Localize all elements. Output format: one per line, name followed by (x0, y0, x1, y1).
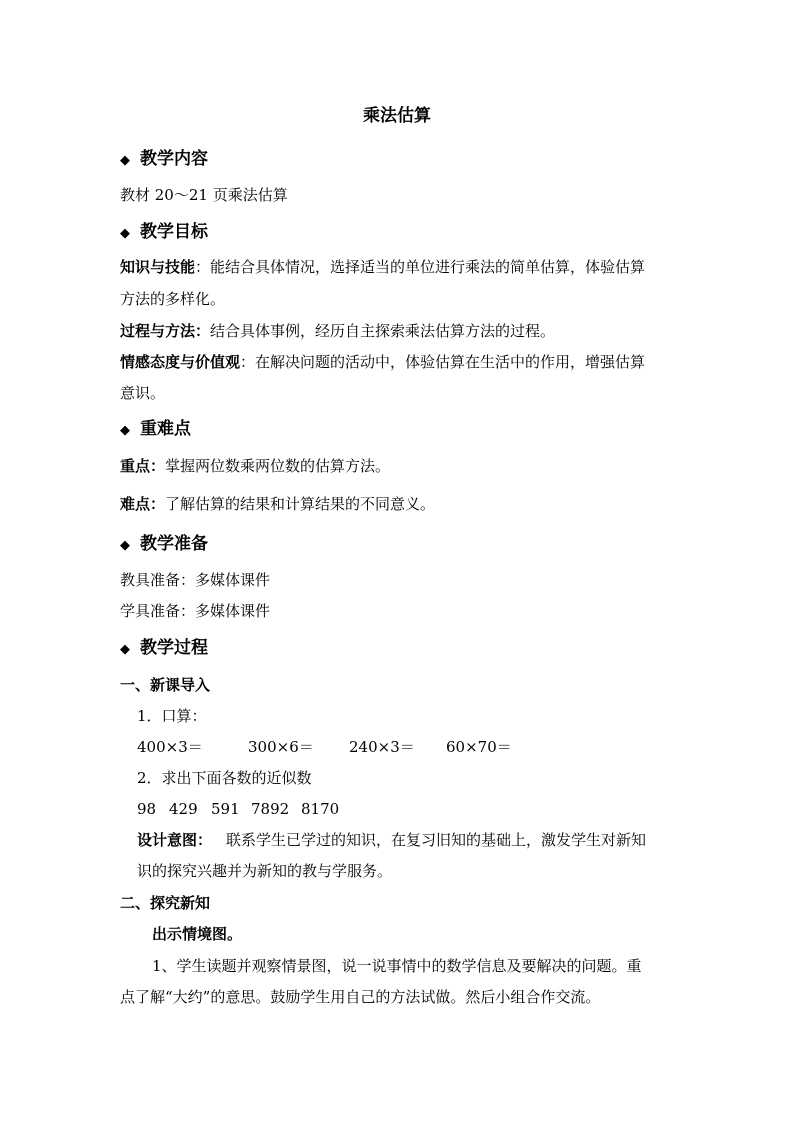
section-heading-goals (120, 222, 208, 244)
step1: 1、学生读题并观察情景图，说一说事情中的数学信息及要解决的问题。重 (152, 957, 642, 975)
goal-knowledge-label: 知识与技能 (120, 258, 196, 276)
heading-text: 重难点 (140, 419, 191, 439)
design-intent-label: 设计意图： (137, 831, 213, 849)
goal-knowledge-text: ：能结合具体情况，选择适当的单位进行乘法的简单估算，体验估算 (195, 258, 646, 276)
design-intent-text: 联系学生已学过的知识，在复习旧知的基础上，激发学生对新知 (226, 831, 647, 849)
number-item: 429 (169, 800, 198, 818)
section-heading-keypoints (120, 419, 191, 441)
number-item: 591 (211, 800, 240, 818)
heading-text: 教学过程 (140, 638, 208, 658)
heading-text: 教学目标 (140, 222, 208, 242)
diamond-bullet-icon: ◆ (120, 226, 130, 241)
key-point (120, 456, 390, 476)
diamond-bullet-icon: ◆ (120, 153, 130, 168)
process-part2: 二、探究新知 (120, 894, 211, 912)
number-item: 7892 (251, 800, 290, 818)
goal-process (120, 321, 555, 341)
diamond-bullet-icon: ◆ (120, 538, 130, 553)
goal-emotion (120, 352, 645, 372)
process-item2: 2．求出下面各数的近似数 (137, 769, 312, 787)
design-intent (137, 830, 646, 850)
show-scene: 出示情境图。 (152, 925, 243, 943)
difficult-point-label: 难点： (120, 495, 166, 513)
content-text: 教材 20～21 页乘法估算 (120, 186, 288, 204)
calc-row (137, 737, 512, 757)
section-heading-content (120, 149, 208, 171)
heading-text: 教学准备 (140, 534, 208, 554)
goal-emotion-cont: 意识。 (120, 384, 166, 402)
number-row (137, 799, 339, 819)
goal-knowledge-cont: 方法的多样化。 (120, 290, 226, 308)
number-item: 8170 (301, 800, 340, 818)
diamond-bullet-icon: ◆ (120, 423, 130, 438)
difficult-point-text: 了解估算的结果和计算结果的不同意义。 (165, 495, 436, 513)
step1-cont: 点了解“大约”的意思。鼓励学生用自己的方法试做。然后小组合作交流。 (120, 988, 601, 1006)
calc-item: 300×6＝ (248, 738, 314, 756)
page-title: 乘法估算 (363, 106, 431, 126)
calc-item: 400×3＝ (137, 738, 203, 756)
key-point-label: 重点： (120, 457, 166, 475)
process-part1: 一、新课导入 (120, 676, 211, 694)
section-heading-prep (120, 534, 208, 556)
number-item: 98 (137, 800, 157, 818)
goal-emotion-text: ：在解决问题的活动中，体验估算在生活中的作用，增强估算 (240, 353, 646, 371)
prep-student: 学具准备：多媒体课件 (120, 602, 271, 620)
goal-process-text: 结合具体事例，经历自主探索乘法估算方法的过程。 (210, 322, 556, 340)
difficult-point (120, 494, 435, 514)
goal-process-label: 过程与方法： (120, 322, 211, 340)
section-heading-process (120, 638, 208, 660)
calc-item: 60×70＝ (446, 738, 512, 756)
key-point-text: 掌握两位数乘两位数的估算方法。 (165, 457, 391, 475)
process-item1: 1．口算： (137, 707, 207, 725)
goal-knowledge (120, 257, 645, 277)
calc-item: 240×3＝ (349, 738, 415, 756)
heading-text: 教学内容 (140, 149, 208, 169)
design-intent-cont: 识的探究兴趣并为新知的教与学服务。 (137, 862, 393, 880)
prep-teacher: 教具准备：多媒体课件 (120, 571, 271, 589)
diamond-bullet-icon: ◆ (120, 642, 130, 657)
goal-emotion-label: 情感态度与价值观 (120, 353, 241, 371)
